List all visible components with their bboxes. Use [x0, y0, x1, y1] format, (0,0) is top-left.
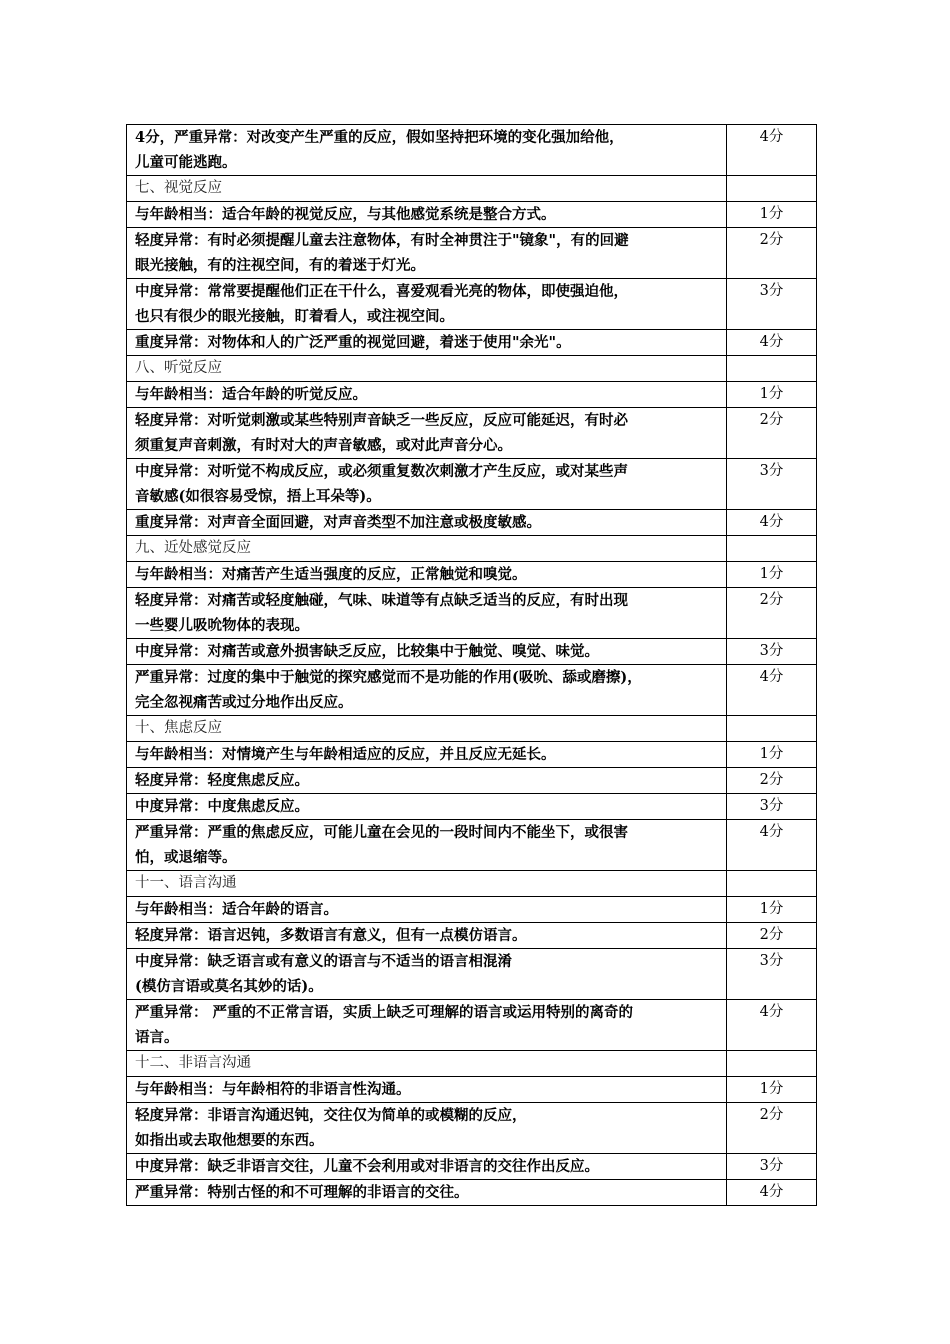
description-line: 中度异常：缺乏语言或有意义的语言与不适当的语言相混淆 — [135, 953, 512, 970]
description-line: 轻度异常：对痛苦或轻度触碰，气味、味道等有点缺乏适当的反应，有时出现 — [135, 592, 628, 609]
description-line: 也只有很少的眼光接触，盯着看人，或注视空间。 — [135, 308, 454, 325]
score-cell — [727, 871, 817, 897]
table-row — [127, 820, 817, 871]
description-cell — [127, 820, 727, 871]
description-cell — [127, 408, 727, 459]
description-cell — [127, 382, 727, 408]
description-cell — [127, 742, 727, 768]
description-line: 严重异常：严重的焦虑反应，可能儿童在会见的一段时间内不能坐下，或很害 — [135, 824, 628, 841]
rating-scale-table — [126, 124, 817, 1206]
score-cell: 2分 — [727, 1103, 817, 1154]
section-header-row — [127, 356, 817, 382]
description-cell — [127, 949, 727, 1000]
description-line: 与年龄相当：适合年龄的视觉反应，与其他感觉系统是整合方式。 — [135, 206, 556, 223]
score-cell: 3分 — [727, 459, 817, 510]
description-line: 完全忽视痛苦或过分地作出反应。 — [135, 694, 353, 711]
description-line: 十二、非语言沟通 — [135, 1055, 251, 1071]
description-line: 九、近处感觉反应 — [135, 540, 251, 556]
score-cell: 3分 — [727, 1154, 817, 1180]
description-cell — [127, 125, 727, 176]
score-cell: 2分 — [727, 408, 817, 459]
section-title-cell — [127, 871, 727, 897]
score-cell — [727, 1051, 817, 1077]
score-cell — [727, 716, 817, 742]
description-cell — [127, 562, 727, 588]
score-cell: 2分 — [727, 228, 817, 279]
table-row — [127, 1077, 817, 1103]
description-cell — [127, 794, 727, 820]
score-cell: 4分 — [727, 125, 817, 176]
description-line: 中度异常：中度焦虑反应。 — [135, 798, 309, 815]
description-line: 一些婴儿吸吮物体的表现。 — [135, 617, 309, 634]
description-cell — [127, 768, 727, 794]
description-line: 儿童可能逃跑。 — [135, 154, 237, 171]
score-cell — [727, 536, 817, 562]
description-line: 重度异常：对物体和人的广泛严重的视觉回避，着迷于使用"余光"。 — [135, 334, 571, 351]
score-cell: 1分 — [727, 562, 817, 588]
score-cell: 4分 — [727, 330, 817, 356]
description-line: (模仿言语或莫名其妙的话)。 — [135, 978, 323, 995]
table-row — [127, 459, 817, 510]
description-cell — [127, 923, 727, 949]
score-cell: 4分 — [727, 665, 817, 716]
score-cell: 3分 — [727, 949, 817, 1000]
score-cell: 4分 — [727, 820, 817, 871]
score-cell: 3分 — [727, 639, 817, 665]
section-title-cell — [127, 1051, 727, 1077]
section-header-row — [127, 176, 817, 202]
section-header-row — [127, 536, 817, 562]
description-cell — [127, 510, 727, 536]
description-line: 眼光接触，有的注视空间，有的着迷于灯光。 — [135, 257, 425, 274]
table-row — [127, 1180, 817, 1206]
description-cell — [127, 1000, 727, 1051]
description-line: 音敏感(如很容易受惊，捂上耳朵等)。 — [135, 488, 381, 505]
table-row — [127, 923, 817, 949]
description-line: 严重异常：特别古怪的和不可理解的非语言的交往。 — [135, 1184, 469, 1201]
score-cell: 4分 — [727, 510, 817, 536]
description-cell — [127, 639, 727, 665]
description-line: 与年龄相当：适合年龄的听觉反应。 — [135, 386, 367, 403]
table-row — [127, 1000, 817, 1051]
score-cell: 4分 — [727, 1000, 817, 1051]
description-line: 十一、语言沟通 — [135, 875, 237, 891]
description-line: 中度异常：对痛苦或意外损害缺乏反应，比较集中于触觉、嗅觉、味觉。 — [135, 643, 599, 660]
description-cell — [127, 1077, 727, 1103]
description-line: 轻度异常：有时必须提醒儿童去注意物体，有时全神贯注于"镜象"，有的回避 — [135, 232, 629, 249]
description-line: 与年龄相当：适合年龄的语言。 — [135, 901, 338, 918]
description-line: 轻度异常：非语言沟通迟钝，交往仅为简单的或模糊的反应， — [135, 1107, 527, 1124]
description-line: 重度异常：对声音全面回避，对声音类型不加注意或极度敏感。 — [135, 514, 541, 531]
description-cell — [127, 459, 727, 510]
table-row — [127, 125, 817, 176]
description-line: 4分，严重异常：对改变产生严重的反应，假如坚持把环境的变化强加给他， — [135, 129, 624, 146]
description-line: 严重异常： 严重的不正常言语，实质上缺乏可理解的语言或运用特别的离奇的 — [135, 1004, 634, 1021]
table-row — [127, 330, 817, 356]
description-line: 八、听觉反应 — [135, 360, 222, 376]
description-cell — [127, 1154, 727, 1180]
table-row — [127, 768, 817, 794]
table-row — [127, 279, 817, 330]
description-line: 严重异常：过度的集中于触觉的探究感觉而不是功能的作用(吸吮、舔或磨擦)， — [135, 669, 642, 686]
table-row — [127, 510, 817, 536]
description-cell — [127, 228, 727, 279]
description-line: 中度异常：对听觉不构成反应，或必须重复数次刺激才产生反应，或对某些声 — [135, 463, 628, 480]
description-line: 轻度异常：对听觉刺激或某些特别声音缺乏一些反应，反应可能延迟，有时必 — [135, 412, 628, 429]
score-cell: 3分 — [727, 794, 817, 820]
table-row — [127, 562, 817, 588]
table-row — [127, 949, 817, 1000]
table-row — [127, 742, 817, 768]
section-title-cell — [127, 536, 727, 562]
description-line: 如指出或去取他想要的东西。 — [135, 1132, 324, 1149]
description-line: 与年龄相当：对痛苦产生适当强度的反应，正常触觉和嗅觉。 — [135, 566, 527, 583]
score-cell: 2分 — [727, 768, 817, 794]
score-cell: 1分 — [727, 897, 817, 923]
table-row — [127, 228, 817, 279]
table-row — [127, 588, 817, 639]
score-cell: 1分 — [727, 1077, 817, 1103]
description-line: 七、视觉反应 — [135, 180, 222, 196]
table-row — [127, 639, 817, 665]
table-row — [127, 794, 817, 820]
score-cell — [727, 176, 817, 202]
score-cell: 2分 — [727, 588, 817, 639]
table-row — [127, 382, 817, 408]
section-header-row — [127, 1051, 817, 1077]
table-row — [127, 1154, 817, 1180]
score-cell: 3分 — [727, 279, 817, 330]
description-line: 怕，或退缩等。 — [135, 849, 237, 866]
description-line: 与年龄相当：对情境产生与年龄相适应的反应，并且反应无延长。 — [135, 746, 556, 763]
score-cell: 1分 — [727, 202, 817, 228]
description-cell — [127, 1180, 727, 1206]
description-cell — [127, 897, 727, 923]
table-row — [127, 408, 817, 459]
score-cell — [727, 356, 817, 382]
score-cell: 1分 — [727, 382, 817, 408]
description-cell — [127, 279, 727, 330]
description-cell — [127, 588, 727, 639]
description-cell — [127, 330, 727, 356]
description-line: 轻度异常：语言迟钝，多数语言有意义，但有一点模仿语言。 — [135, 927, 527, 944]
description-line: 中度异常：缺乏非语言交往，儿童不会利用或对非语言的交往作出反应。 — [135, 1158, 599, 1175]
description-line: 十、焦虑反应 — [135, 720, 222, 736]
score-cell: 2分 — [727, 923, 817, 949]
description-line: 须重复声音刺激，有时对大的声音敏感，或对此声音分心。 — [135, 437, 512, 454]
description-cell — [127, 665, 727, 716]
description-line: 与年龄相当：与年龄相符的非语言性沟通。 — [135, 1081, 411, 1098]
section-header-row — [127, 716, 817, 742]
section-header-row — [127, 871, 817, 897]
description-line: 轻度异常：轻度焦虑反应。 — [135, 772, 309, 789]
description-line: 语言。 — [135, 1029, 179, 1046]
table-row — [127, 665, 817, 716]
table-row — [127, 897, 817, 923]
table-row — [127, 1103, 817, 1154]
description-line: 中度异常：常常要提醒他们正在干什么，喜爱观看光亮的物体，即使强迫他， — [135, 283, 628, 300]
section-title-cell — [127, 716, 727, 742]
description-cell — [127, 202, 727, 228]
section-title-cell — [127, 176, 727, 202]
score-cell: 1分 — [727, 742, 817, 768]
section-title-cell — [127, 356, 727, 382]
score-cell: 4分 — [727, 1180, 817, 1206]
table-row — [127, 202, 817, 228]
table-body — [127, 125, 817, 1206]
description-cell — [127, 1103, 727, 1154]
